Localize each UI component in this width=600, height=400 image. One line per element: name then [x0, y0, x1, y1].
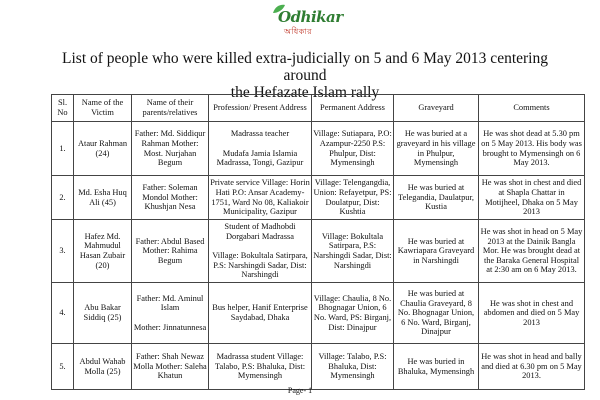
cell-sl: 3.	[52, 220, 74, 283]
cell-graveyard: He was buried in Bhaluka, Mymensingh	[394, 344, 479, 390]
cell-parents: Father: Shah Newaz Molla Mother: Saleha Khatun	[132, 344, 209, 390]
cell-permanent: Village: Talabo, P.S: Bhaluka, Dist: Mymensingh	[312, 344, 394, 390]
cell-parents: Father: Soleman Mondol Mother: Khushjan Nesa	[132, 176, 209, 220]
cell-name: Abdul Wahab Molla (25)	[74, 344, 132, 390]
table-row	[52, 220, 585, 283]
cell-sl: 4.	[52, 283, 74, 344]
header-parents: Name of their parents/relatives	[132, 95, 209, 122]
cell-permanent: Village: Sutiapara, P.O: Azampur-2250 P.S: Phulpur, Dist: Mymensingh	[312, 122, 394, 176]
header-comments: Comments	[479, 95, 585, 122]
cell-comments: He was shot dead at 5.30 pm on 5 May 2013. His body was brought to Mymensingh on 6 May 2013.	[479, 122, 585, 176]
cell-comments: He was shot in head on 5 May 2013 at the Dainik Bangla Mor. He was brought dead at the Baraka General Hospital at 2:30 am on 6 May 2013.	[479, 220, 585, 283]
cell-name: Hafez Md. Mahmudul Hasan Zubair (20)	[74, 220, 132, 283]
logo-subtext: অধিকার	[284, 27, 313, 36]
cell-comments: He was shot in chest and died at Shapla Chattar in Motijheel, Dhaka on 5 May 2013	[479, 176, 585, 220]
cell-graveyard: He was buried at a graveyard in his village in Phulpur, Mymensingh	[394, 122, 479, 176]
page-number: Page- 1	[287, 386, 313, 395]
header-graveyard: Graveyard	[394, 95, 479, 122]
cell-sl: 5.	[52, 344, 74, 390]
table-row	[52, 283, 585, 344]
cell-permanent: Village: Bokultala Satirpara, P.S: Narshingdi Sadar, Dist: Narshingdi	[312, 220, 394, 283]
header-profession: Profession/ Present Address	[209, 95, 312, 122]
table-row	[52, 122, 585, 176]
cell-profession: Bus helper, Hanif Enterprise Saydabad, Dhaka	[209, 283, 312, 344]
table-header-row	[52, 95, 585, 122]
table-row	[52, 176, 585, 220]
cell-sl: 1.	[52, 122, 74, 176]
cell-parents: Father: Md. Aminul Islam Mother: Jinnatunnesa	[132, 283, 209, 344]
cell-graveyard: He was buried at Telegandia, Daulatpur, Kustia	[394, 176, 479, 220]
cell-parents: Father: Abdul Based Mother: Rahima Begum	[132, 220, 209, 283]
cell-name: Abu Bakar Siddiq (25)	[74, 283, 132, 344]
table-row	[52, 344, 585, 390]
header-name: Name of the Victim	[74, 95, 132, 122]
header-sl: Sl. No	[52, 95, 74, 122]
cell-permanent: Village: Chaulia, 8 No. Bhognagar Union, 6 No. Ward, PS: Birganj, Dist: Dinajpur	[312, 283, 394, 344]
victims-table	[51, 94, 585, 390]
cell-graveyard: He was buried at Chaulia Graveyard, 8 No. Bhognagar Union, 6 No. Ward, Birganj, Dinajpur	[394, 283, 479, 344]
logo-text: Odhikar	[278, 8, 343, 26]
cell-graveyard: He was buried at Kawriapara Graveyard in Narshingdi	[394, 220, 479, 283]
cell-profession: Madrassa student Village: Talabo, P.S: Bhaluka, Dist: Mymensingh	[209, 344, 312, 390]
cell-sl: 2.	[52, 176, 74, 220]
cell-comments: He was shot in chest and abdomen and died on 5 May 2013	[479, 283, 585, 344]
cell-profession: Student of Madhobdi Dorgabari Madrassa Village: Bokultala Satirpara, P.S: Narshingdi Sadar, Dist: Narshingdi	[209, 220, 312, 283]
cell-name: Md. Esha Huq Ali (45)	[74, 176, 132, 220]
odhikar-logo	[270, 4, 343, 36]
title-line-2: the Hefazate Islam rally	[230, 84, 380, 101]
cell-comments: He was shot in head and bally and died at 6.30 pm on 5 May 2013.	[479, 344, 585, 390]
cell-profession: Madrassa teacher Mudafa Jamia Islamia Madrassa, Tongi, Gazipur	[209, 122, 312, 176]
title-line-1: List of people who were killed extra-judicially on 5 and 6 May 2013 centering around	[62, 50, 548, 84]
cell-permanent: Village: Telengangdia, Union: Refayetpur, PS: Doulatpur, Dist: Kushtia	[312, 176, 394, 220]
cell-name: Ataur Rahman (24)	[74, 122, 132, 176]
cell-profession: Private service Village: Horin Hati P.O: Ansar Academy-1751, Ward No 08, Kaliakoir Municipality, Gazipur	[209, 176, 312, 220]
cell-parents: Father: Md. Siddiqur Rahman Mother: Most. Nurjahan Begum	[132, 122, 209, 176]
header-permanent: Permanent Address	[312, 95, 394, 122]
